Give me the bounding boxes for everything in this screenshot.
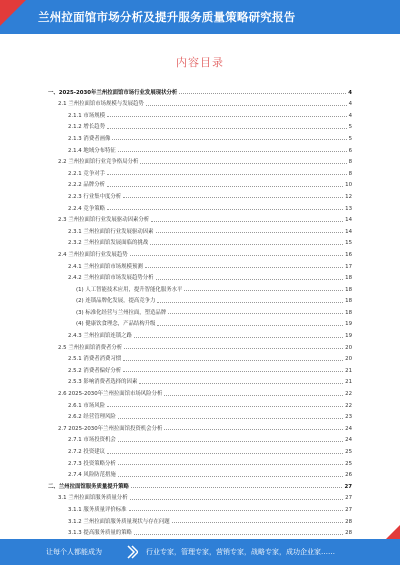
toc-leader-dots <box>118 464 343 465</box>
toc-entry[interactable] <box>48 385 352 397</box>
toc-leader-dots <box>107 128 347 129</box>
toc-entry-text: 2.2.3 行业集中度分析 <box>48 192 123 200</box>
toc-entry[interactable] <box>48 420 352 432</box>
toc-entry-text: 2.1.4 地域分布特征 <box>48 146 118 154</box>
toc-entry[interactable] <box>48 409 352 421</box>
toc-entry-text: 2.5.2 消费者偏好分析 <box>48 366 123 374</box>
header-bar <box>0 0 400 34</box>
toc-leader-dots <box>123 360 343 361</box>
toc-entry-text: 3.1.2 兰州拉面馆服务质量现状与存在问题 <box>48 517 172 525</box>
toc-leader-dots <box>112 139 346 140</box>
toc-entry[interactable] <box>48 142 352 154</box>
toc-entry[interactable] <box>48 351 352 363</box>
toc-entry-page: 4 <box>348 89 352 96</box>
toc-entry[interactable] <box>48 490 352 502</box>
toc-leader-dots <box>172 522 343 523</box>
toc-leader-dots <box>168 313 343 314</box>
toc-leader-dots <box>157 302 343 303</box>
toc-leader-dots <box>118 418 343 419</box>
footer-slogan: 让每个人都能成为 <box>46 548 102 556</box>
toc-entry-page: 13 <box>345 205 352 212</box>
table-of-contents <box>48 84 352 548</box>
toc-leader-dots <box>134 337 343 338</box>
toc-entry-text: 2.1.2 增长趋势 <box>48 122 107 130</box>
toc-entry-page: 4 <box>348 112 352 119</box>
toc-entry-page: 25 <box>345 449 352 455</box>
toc-leader-dots <box>164 395 343 396</box>
toc-entry-text: 2.6.2 经营管理风险 <box>48 412 118 420</box>
toc-leader-dots <box>123 371 343 372</box>
toc-entry-page: 5 <box>348 135 352 142</box>
toc-entry[interactable] <box>48 154 352 166</box>
toc-entry[interactable] <box>48 223 352 235</box>
toc-entry[interactable] <box>48 316 352 328</box>
toc-entry[interactable] <box>48 362 352 374</box>
toc-entry-text: 2.7 2025-2030年兰州拉面馆投资机会分析 <box>48 424 164 432</box>
toc-entry[interactable] <box>48 327 352 339</box>
toc-entry[interactable] <box>48 304 352 316</box>
toc-entry-page: 6 <box>348 147 352 154</box>
toc-entry-text: 2.4.3 兰州拉面馆连锁之路 <box>48 331 134 339</box>
toc-entry[interactable] <box>48 188 352 200</box>
toc-leader-dots <box>118 441 343 442</box>
toc-leader-dots <box>156 279 344 280</box>
toc-entry-text: 3.1.3 提高服务质量的策略 <box>48 528 134 536</box>
toc-leader-dots <box>107 453 343 454</box>
toc-title: 内容目录 <box>176 56 224 69</box>
toc-entry-page: 14 <box>345 217 352 224</box>
toc-leader-dots <box>157 325 343 326</box>
toc-entry[interactable] <box>48 339 352 351</box>
toc-entry[interactable] <box>48 525 352 537</box>
toc-entry[interactable] <box>48 96 352 108</box>
toc-leader-dots <box>156 232 344 233</box>
toc-leader-dots <box>118 151 347 152</box>
toc-entry-text: 2.4.1 兰州拉面馆市场规模预测 <box>48 262 145 270</box>
toc-entry[interactable] <box>48 397 352 409</box>
toc-entry[interactable] <box>48 107 352 119</box>
toc-leader-dots <box>179 93 346 94</box>
toc-entry[interactable] <box>48 130 352 142</box>
toc-entry-page: 21 <box>345 379 352 386</box>
toc-entry-text: 2.6 2025-2030年兰州拉面馆市场风险分析 <box>48 389 164 397</box>
toc-entry-page: 21 <box>345 367 352 374</box>
toc-entry-page: 10 <box>345 182 352 189</box>
toc-entry-page: 5 <box>348 124 352 131</box>
toc-leader-dots <box>107 186 343 187</box>
toc-leader-dots <box>131 487 343 488</box>
toc-entry-page: 24 <box>345 437 352 444</box>
toc-entry-page: 24 <box>345 425 352 432</box>
toc-entry-text: 2.3 兰州拉面馆行业发展驱动因素分析 <box>48 215 151 223</box>
toc-leader-dots <box>107 406 343 407</box>
footer-roles: 行业专家，管理专家，营销专家，战略专家，成功企业家…… <box>146 548 335 556</box>
toc-leader-dots <box>118 476 343 477</box>
toc-leader-dots <box>151 221 343 222</box>
footer-bar <box>0 539 400 565</box>
toc-entry[interactable] <box>48 281 352 293</box>
toc-entry[interactable] <box>48 165 352 177</box>
toc-entry-text: 一、2025-2030年兰州拉面馆市场行业发展现状分析 <box>48 89 178 96</box>
toc-entry-page: 15 <box>345 240 352 247</box>
toc-entry[interactable] <box>48 246 352 258</box>
toc-entry[interactable] <box>48 212 352 224</box>
toc-entry-text: 2.6.1 市场风险 <box>48 401 107 409</box>
toc-entry-page: 23 <box>345 414 352 421</box>
toc-entry-text: 3.1 兰州拉面馆服务质量分析 <box>48 493 130 501</box>
toc-entry-text: 2.7.3 投资策略分析 <box>48 459 118 467</box>
toc-entry-text: 2.5 兰州拉面馆消费者分析 <box>48 343 124 351</box>
toc-entry-page: 27 <box>345 506 352 513</box>
toc-entry-text: 2.7.4 风险防范措施 <box>48 470 118 478</box>
toc-entry[interactable] <box>48 467 352 479</box>
toc-entry-text: 2.1 兰州拉面馆市场规模与发展趋势 <box>48 99 146 107</box>
toc-entry-text: 2.5.1 消费者消费习惯 <box>48 354 123 362</box>
toc-entry-text: 2.2.4 竞争策略 <box>48 204 107 212</box>
toc-leader-dots <box>139 383 343 384</box>
toc-entry[interactable] <box>48 374 352 386</box>
toc-entry-text: 2.4.2 兰州拉面馆市场发展趋势分析 <box>48 273 156 281</box>
toc-entry[interactable] <box>48 270 352 282</box>
toc-entry-page: 8 <box>348 170 352 177</box>
toc-entry[interactable] <box>48 478 352 490</box>
toc-entry[interactable] <box>48 235 352 247</box>
toc-entry-page: 22 <box>345 391 352 398</box>
toc-entry-page: 14 <box>345 228 352 235</box>
toc-leader-dots <box>124 348 343 349</box>
toc-entry[interactable] <box>48 432 352 444</box>
toc-leader-dots <box>164 429 343 430</box>
toc-entry-page: 26 <box>345 472 352 479</box>
toc-leader-dots <box>129 510 344 511</box>
toc-entry-text: 2.3.1 兰州拉面馆行业发展驱动因素 <box>48 227 156 235</box>
toc-entry[interactable] <box>48 200 352 212</box>
toc-entry[interactable] <box>48 84 352 96</box>
toc-entry[interactable] <box>48 455 352 467</box>
toc-entry-page: 18 <box>345 275 352 282</box>
chevron-right-icon <box>126 544 138 560</box>
toc-leader-dots <box>130 255 344 256</box>
toc-entry-page: 18 <box>345 298 352 305</box>
toc-leader-dots <box>150 244 343 245</box>
toc-entry-text: (2) 连锁品牌化发展，提高竞争力 <box>48 296 157 304</box>
toc-entry-page: 27 <box>344 483 352 490</box>
toc-entry-text: 2.7.1 市场投资机会 <box>48 435 118 443</box>
toc-entry[interactable] <box>48 293 352 305</box>
toc-entry[interactable] <box>48 501 352 513</box>
toc-entry-text: 3.1.1 服务质量评价标准 <box>48 505 129 513</box>
toc-entry-text: 2.1.3 消费者画像 <box>48 134 112 142</box>
toc-entry-page: 18 <box>345 286 352 293</box>
toc-leader-dots <box>140 163 346 164</box>
toc-leader-dots <box>107 116 347 117</box>
toc-leader-dots <box>123 197 343 198</box>
toc-entry-page: 8 <box>348 159 352 166</box>
toc-entry-page: 28 <box>345 518 352 525</box>
toc-entry-page: 4 <box>348 101 352 108</box>
toc-leader-dots <box>145 267 343 268</box>
toc-entry-page: 18 <box>345 309 352 316</box>
toc-leader-dots <box>130 499 344 500</box>
toc-entry-text: 2.7.2 投资建议 <box>48 447 107 455</box>
toc-entry[interactable] <box>48 513 352 525</box>
toc-entry-page: 27 <box>345 495 352 502</box>
toc-entry[interactable] <box>48 258 352 270</box>
toc-entry-page: 17 <box>345 263 352 270</box>
header-title: 兰州拉面馆市场分析及提升服务质量策略研究报告 <box>38 10 296 24</box>
toc-entry[interactable] <box>48 443 352 455</box>
toc-entry-page: 20 <box>345 344 352 351</box>
toc-entry-page: 25 <box>345 460 352 467</box>
toc-entry-text: (4) 健康饮食理念，产品结构升级 <box>48 319 157 327</box>
toc-leader-dots <box>146 105 347 106</box>
toc-leader-dots <box>107 174 347 175</box>
header-corner-triangle <box>0 0 26 26</box>
toc-entry[interactable] <box>48 177 352 189</box>
toc-leader-dots <box>107 209 343 210</box>
toc-entry-text: (3) 标准化经营与兰州拉面，塑造品牌 <box>48 308 168 316</box>
toc-entry-page: 20 <box>345 356 352 363</box>
toc-entry-text: 2.2.2 品牌分析 <box>48 180 107 188</box>
toc-leader-dots <box>184 290 343 291</box>
toc-entry-page: 22 <box>345 402 352 409</box>
toc-entry-text: 2.2 兰州拉面馆行业竞争格局分析 <box>48 157 140 165</box>
toc-entry-text: 2.2.1 竞争对手 <box>48 169 107 177</box>
toc-entry-text: (1) 人工智能技术应用，提升智能化服务水平 <box>48 285 184 293</box>
toc-entry[interactable] <box>48 119 352 131</box>
toc-entry-page: 19 <box>345 321 352 328</box>
toc-entry-text: 2.5.3 影响消费者选择的因素 <box>48 377 139 385</box>
toc-entry-text: 2.4 兰州拉面馆行业发展趋势 <box>48 250 130 258</box>
toc-entry-page: 28 <box>345 530 352 537</box>
toc-leader-dots <box>134 534 343 535</box>
toc-entry-text: 二、兰州拉面馆服务质量提升策略 <box>48 483 129 490</box>
toc-entry-page: 19 <box>345 333 352 340</box>
footer-corner-triangle <box>386 525 400 539</box>
toc-entry-page: 16 <box>345 251 352 258</box>
toc-entry-page: 12 <box>345 193 352 200</box>
toc-entry-text: 2.1.1 市场规模 <box>48 111 107 119</box>
toc-entry-text: 2.3.2 兰州拉面馆发展面临的挑战 <box>48 238 150 246</box>
